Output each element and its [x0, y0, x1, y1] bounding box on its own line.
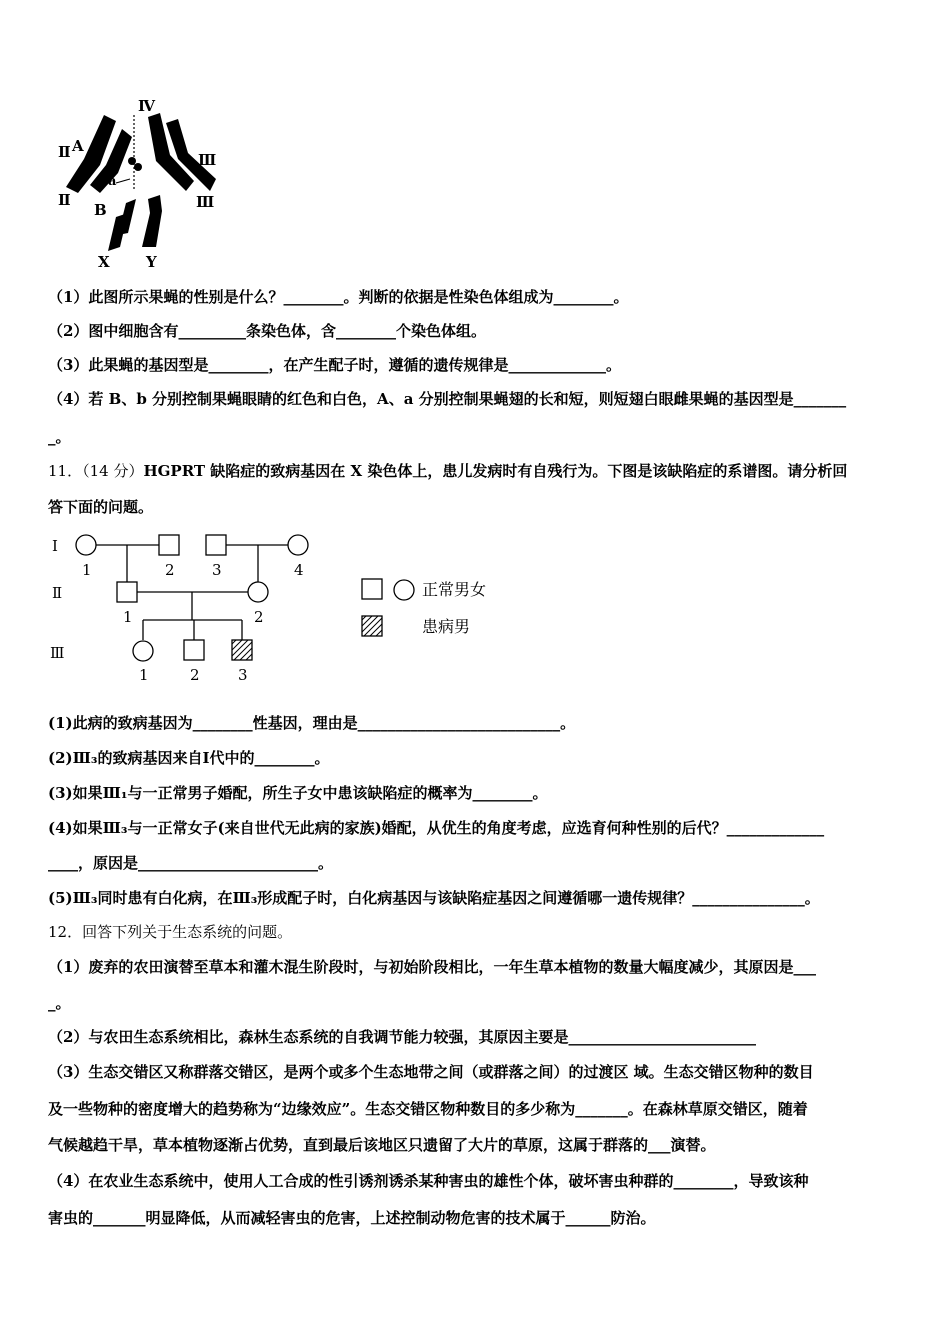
label-iv: Ⅳ — [138, 97, 156, 115]
label-a-lower: a — [108, 174, 117, 189]
q12-line-3: （2）与农田生态系统相比，森林生态系统的自我调节能力较强，其原因主要是_________________________ — [48, 1028, 756, 1046]
q10-line-3: （3）此果蝇的基因型是________，在产生配子时，遵循的遗传规律是_____________。 — [48, 356, 621, 374]
pedigree-iii-2 — [184, 640, 204, 660]
legend-normal-label: 正常男女 — [422, 580, 487, 599]
q12-line-1: （1）废弃的农田演替至草本和灌木混生阶段时，与初始阶段相比，一年生草本植物的数量大幅度减少，其原因是___ — [48, 958, 816, 976]
num-iii-2: 2 — [190, 666, 200, 684]
q10-line-1: （1）此图所示果蝇的性别是什么？________。判断的依据是性染色体组成为________。 — [48, 288, 629, 306]
pedigree-i-1 — [76, 535, 96, 555]
q12-line-8: 害虫的_______明显降低，从而减轻害虫的危害，上述控制动物危害的技术属于______防治。 — [48, 1209, 656, 1227]
label-b: B — [94, 201, 107, 219]
legend-square-icon — [362, 579, 382, 599]
q11-sub-3: (3)如果Ⅲ₁与一正常男子婚配，所生子女中患该缺陷症的概率为________。 — [48, 784, 548, 802]
chromosome-iv-right — [134, 163, 142, 171]
num-ii-2: 2 — [254, 608, 264, 626]
num-i-4: 4 — [294, 561, 304, 579]
q12-line-5: 及一些物种的密度增大的趋势称为“边缘效应”。生态交错区物种数目的多少称为_______。在森林草原交错区，随着 — [48, 1100, 808, 1118]
q10-line-4: （4）若 B、b 分别控制果蝇眼睛的红色和白色，A、a 分别控制果蝇翅的长和短，则短翅白眼雌果蝇的基因型是_______ — [48, 390, 847, 408]
num-ii-1: 1 — [123, 608, 133, 626]
chromosome-iv-left — [128, 157, 136, 165]
label-x: X — [98, 253, 110, 271]
q11-number: 11．（14 分） — [48, 462, 144, 480]
q12-line-7: （4）在农业生态系统中，使用人工合成的性引诱剂诱杀某种害虫的雄性个体，破坏害虫种群的________，导致该种 — [48, 1172, 809, 1190]
q11-sub-5: (5)Ⅲ₃同时患有白化病，在Ⅲ₃形成配子时，白化病基因与该缺陷症基因之间遵循哪一遗传规律？_______________。 — [48, 889, 820, 907]
pedigree-chart — [44, 526, 524, 691]
label-ii-b: Ⅱ — [58, 191, 71, 209]
chromosome-y — [142, 195, 162, 247]
q11-sub-4-cont: ____，原因是________________________。 — [48, 854, 334, 872]
gen-i-label: Ⅰ — [52, 537, 58, 555]
label-a-upper: A — [72, 137, 84, 155]
q12-header: 12．回答下列关于生态系统的问题。 — [48, 923, 293, 941]
pedigree-iii-1 — [133, 641, 153, 661]
pedigree-ii-1 — [117, 582, 137, 602]
num-i-3: 3 — [212, 561, 222, 579]
label-ii-a: Ⅱ — [58, 143, 71, 161]
gen-ii-label: Ⅱ — [52, 584, 63, 602]
pedigree-ii-2 — [248, 582, 268, 602]
num-i-1: 1 — [82, 561, 92, 579]
label-y: Y — [146, 253, 157, 271]
pedigree-i-4 — [288, 535, 308, 555]
label-iii-b: Ⅲ — [196, 193, 215, 211]
pedigree-i-3 — [206, 535, 226, 555]
chromosome-figure — [44, 95, 224, 275]
q10-line-2: （2）图中细胞含有_________条染色体，含________个染色体组。 — [48, 322, 486, 340]
q11-sub-4: (4)如果Ⅲ₃与一正常女子(来自世代无此病的家族)婚配，从优生的角度考虑，应选育何种性别的后代？_____________ — [48, 819, 825, 837]
pedigree-i-2 — [159, 535, 179, 555]
num-iii-1: 1 — [139, 666, 149, 684]
q12-line-4: （3）生态交错区又称群落交错区，是两个或多个生态地带之间（或群落之间）的过渡区 域。生态交错区物种的数目 — [48, 1063, 814, 1081]
q11-header — [48, 461, 847, 481]
gen-iii-label: Ⅲ — [50, 644, 65, 662]
q11-header-2: 答下面的问题。 — [48, 498, 154, 516]
q11-header-text: HGPRT 缺陷症的致病基因在 X 染色体上，患儿发病时有自残行为。下图是该缺陷症的系谱图。请分析回 — [143, 462, 848, 480]
q10-line-5: _。 — [48, 428, 71, 446]
num-iii-3: 3 — [238, 666, 248, 684]
label-iii-a: Ⅲ — [198, 151, 217, 169]
num-i-2: 2 — [165, 561, 175, 579]
legend-affected-label: 患病男 — [422, 617, 471, 636]
q12-line-6: 气候越趋干旱，草本植物逐渐占优势，直到最后该地区只遗留了大片的草原，这属于群落的___演替。 — [48, 1136, 716, 1154]
q11-sub-2: (2)Ⅲ₃的致病基因来自Ⅰ代中的________。 — [48, 749, 330, 767]
legend-circle-icon — [394, 580, 414, 600]
q11-sub-1: (1)此病的致病基因为________性基因，理由是___________________________。 — [48, 714, 576, 732]
q12-line-2: _。 — [48, 994, 71, 1012]
